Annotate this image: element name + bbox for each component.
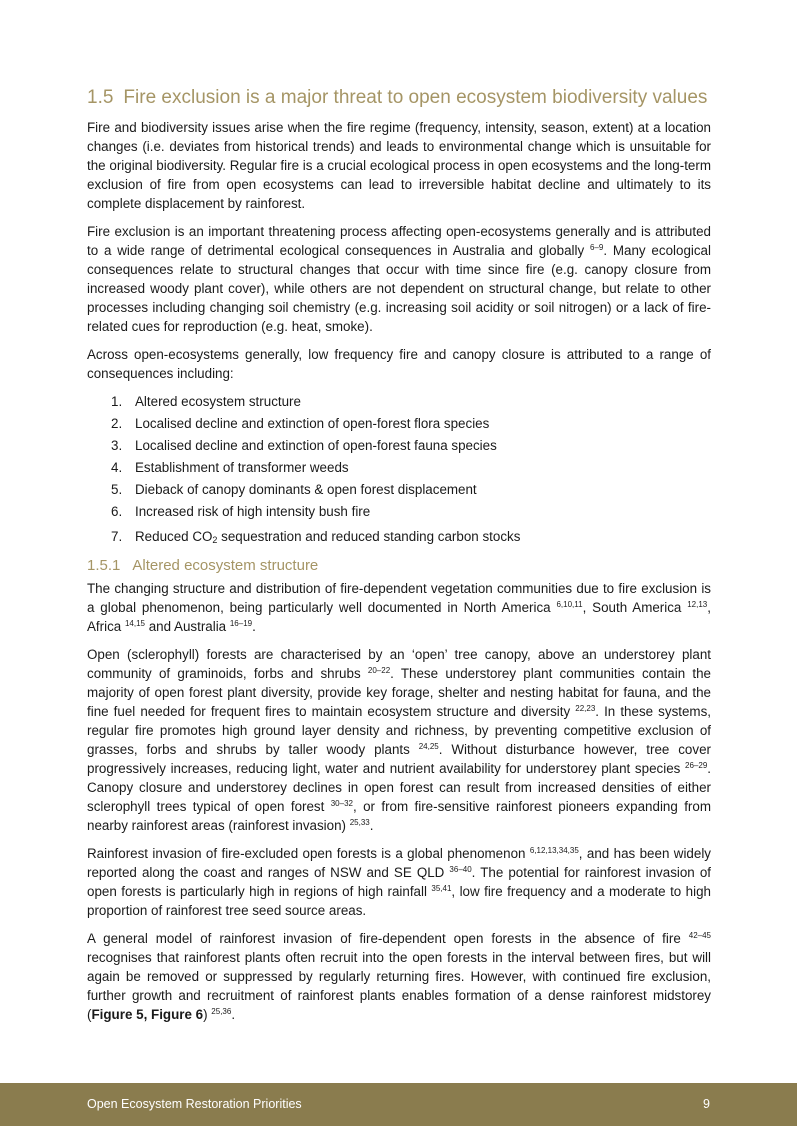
citation: 25,33 bbox=[349, 818, 370, 827]
consequences-list bbox=[87, 392, 711, 546]
paragraph-2 bbox=[87, 222, 711, 336]
text: Fire exclusion is an important threatening process affecting open-ecosystems generally and is attributed to a wide range of detrimental ecological consequences in Australia and globally bbox=[87, 224, 711, 258]
footer-title: Open Ecosystem Restoration Priorities bbox=[87, 1097, 302, 1111]
list-number: 3. bbox=[111, 438, 123, 453]
subsection-number: 1.5.1 bbox=[87, 557, 121, 574]
text: . bbox=[252, 619, 256, 634]
text: , low fire frequency and a moderate to high proportion of rainforest tree seed source areas. bbox=[87, 884, 711, 918]
list-text: Reduced CO bbox=[135, 529, 213, 544]
citation: 16–19 bbox=[229, 619, 253, 628]
subscript: 2 bbox=[212, 535, 218, 545]
text: . The potential for rainforest invasion of open forests is particularly high in regions of high rainfall bbox=[87, 865, 711, 899]
text: and Australia bbox=[144, 619, 230, 634]
list-text: Increased risk of high intensity bush fire bbox=[135, 504, 371, 519]
text: recognises that rainforest plants often recruit into the open forests in the interval between fires, but will again be removed or suppressed by regularly returning fires. However, with continued fire exclusion, further growth and recruitment of rainforest plants enables formation of a dense rainforest midstorey ( bbox=[87, 950, 711, 1022]
citation: 6,10,11 bbox=[556, 600, 583, 609]
citation: 35,41 bbox=[431, 884, 452, 893]
citation: 22,23 bbox=[575, 704, 596, 713]
list-item bbox=[87, 502, 711, 521]
text: . Many ecological consequences relate to structural changes that occur with time since fire (e.g. canopy closure from increased woody plant cover), while others are not dependent on structural change, but relate to other processes including changing soil chemistry (e.g. increasing soil acidity or soil nitrogen) or a lack of fire-related cues for reproduction (e.g. heat, smoke). bbox=[87, 243, 711, 334]
list-number: 4. bbox=[111, 460, 123, 475]
section-heading bbox=[87, 86, 711, 110]
list-text: Altered ecosystem structure bbox=[135, 394, 301, 409]
text: . In these systems, regular fire promotes high ground layer density and richness, by preventing competitive exclusion of grasses, forbs and shrubs by taller woody plants bbox=[87, 704, 711, 757]
citation: 30–32 bbox=[330, 799, 353, 808]
list-item bbox=[87, 480, 711, 499]
text: The changing structure and distribution of fire-dependent vegetation communities due to fire exclusion is a global phenomenon, being particularly well documented in North America bbox=[87, 581, 711, 615]
list-text: Localised decline and extinction of open-forest fauna species bbox=[135, 438, 497, 453]
paragraph-3: Across open-ecosystems generally, low frequency fire and canopy closure is attributed to a range of consequences including: bbox=[87, 347, 711, 381]
figure-separator: , bbox=[143, 1007, 152, 1022]
list-text: Localised decline and extinction of open-forest flora species bbox=[135, 416, 490, 431]
footer-bar bbox=[0, 1083, 797, 1126]
text: . These understorey plant communities contain the majority of open forest plant diversity, provide key forage, shelter and nesting habitat for fauna, and the fine fuel needed for frequent fires to maintain ecosystem structure and diversity bbox=[87, 666, 711, 719]
page-content bbox=[87, 86, 711, 1033]
list-text: Establishment of transformer weeds bbox=[135, 460, 349, 475]
text: . bbox=[231, 1007, 236, 1022]
text: Open (sclerophyll) forests are characterised by an ‘open’ tree canopy, above an understorey plant community of graminoids, forbs and shrubs bbox=[87, 647, 711, 681]
list-item bbox=[87, 527, 711, 546]
text: . bbox=[369, 818, 374, 833]
list-text: sequestration and reduced standing carbon stocks bbox=[217, 529, 521, 544]
citation: 26–29 bbox=[685, 761, 708, 770]
paragraph-4 bbox=[87, 579, 711, 636]
text: A general model of rainforest invasion of fire-dependent open forests in the absence of fire bbox=[87, 931, 689, 946]
figure-5-reference[interactable]: Figure 5 bbox=[91, 1007, 144, 1022]
list-number: 2. bbox=[111, 416, 123, 431]
list-number: 1. bbox=[111, 394, 123, 409]
text: . Without disturbance however, tree cover progressively increases, reducing light, water and nutrient availability for understorey plant species bbox=[87, 742, 711, 776]
subsection-heading bbox=[87, 556, 711, 576]
figure-6-reference[interactable]: Figure 6 bbox=[151, 1007, 204, 1022]
page-number: 9 bbox=[703, 1097, 710, 1111]
list-item bbox=[87, 414, 711, 433]
text: , and has been widely reported along the coast and ranges of NSW and SE QLD bbox=[87, 846, 711, 880]
text: , South America bbox=[582, 600, 688, 615]
citation: 14,15 bbox=[124, 619, 145, 628]
citation: 24,25 bbox=[418, 742, 439, 751]
citation: 36–40 bbox=[449, 865, 472, 874]
citation: 12,13 bbox=[687, 600, 708, 609]
text: . Canopy closure and understorey declines in open forest can result from increased densities of either sclerophyll trees typical of open forest bbox=[87, 761, 711, 814]
citation: 6,12,13,34,35 bbox=[529, 846, 579, 855]
citation: 25,36 bbox=[211, 1007, 232, 1016]
section-title: Fire exclusion is a major threat to open ecosystem biodiversity values bbox=[123, 87, 708, 108]
section-number: 1.5 bbox=[87, 87, 114, 108]
paragraph-6 bbox=[87, 844, 711, 920]
citation: 20–22 bbox=[367, 666, 391, 675]
text: ) bbox=[203, 1007, 212, 1022]
citation: 6–9 bbox=[589, 243, 604, 252]
paragraph-5 bbox=[87, 645, 711, 835]
list-text: Dieback of canopy dominants & open forest displacement bbox=[135, 482, 477, 497]
list-number: 7. bbox=[111, 529, 123, 544]
list-number: 5. bbox=[111, 482, 123, 497]
text: Rainforest invasion of fire-excluded open forests is a global phenomenon bbox=[87, 846, 530, 861]
citation: 42–45 bbox=[688, 931, 711, 940]
text: , Africa bbox=[87, 600, 711, 634]
list-item bbox=[87, 458, 711, 477]
list-item bbox=[87, 392, 711, 411]
paragraph-7 bbox=[87, 929, 711, 1024]
list-item bbox=[87, 436, 711, 455]
list-number: 6. bbox=[111, 504, 123, 519]
paragraph-1: Fire and biodiversity issues arise when the fire regime (frequency, intensity, season, extent) at a location changes (i.e. deviates from historical trends) and leads to environmental change which is unsuitable for the original biodiversity. Regular fire is a crucial ecological process in open ecosystems and the long-term exclusion of fire from open ecosystems can lead to irreversible habitat decline and ultimately to its complete displacement by rainforest. bbox=[87, 120, 711, 211]
text: , or from fire-sensitive rainforest pioneers expanding from nearby rainforest areas (rainforest invasion) bbox=[87, 799, 711, 833]
subsection-title: Altered ecosystem structure bbox=[132, 557, 319, 574]
